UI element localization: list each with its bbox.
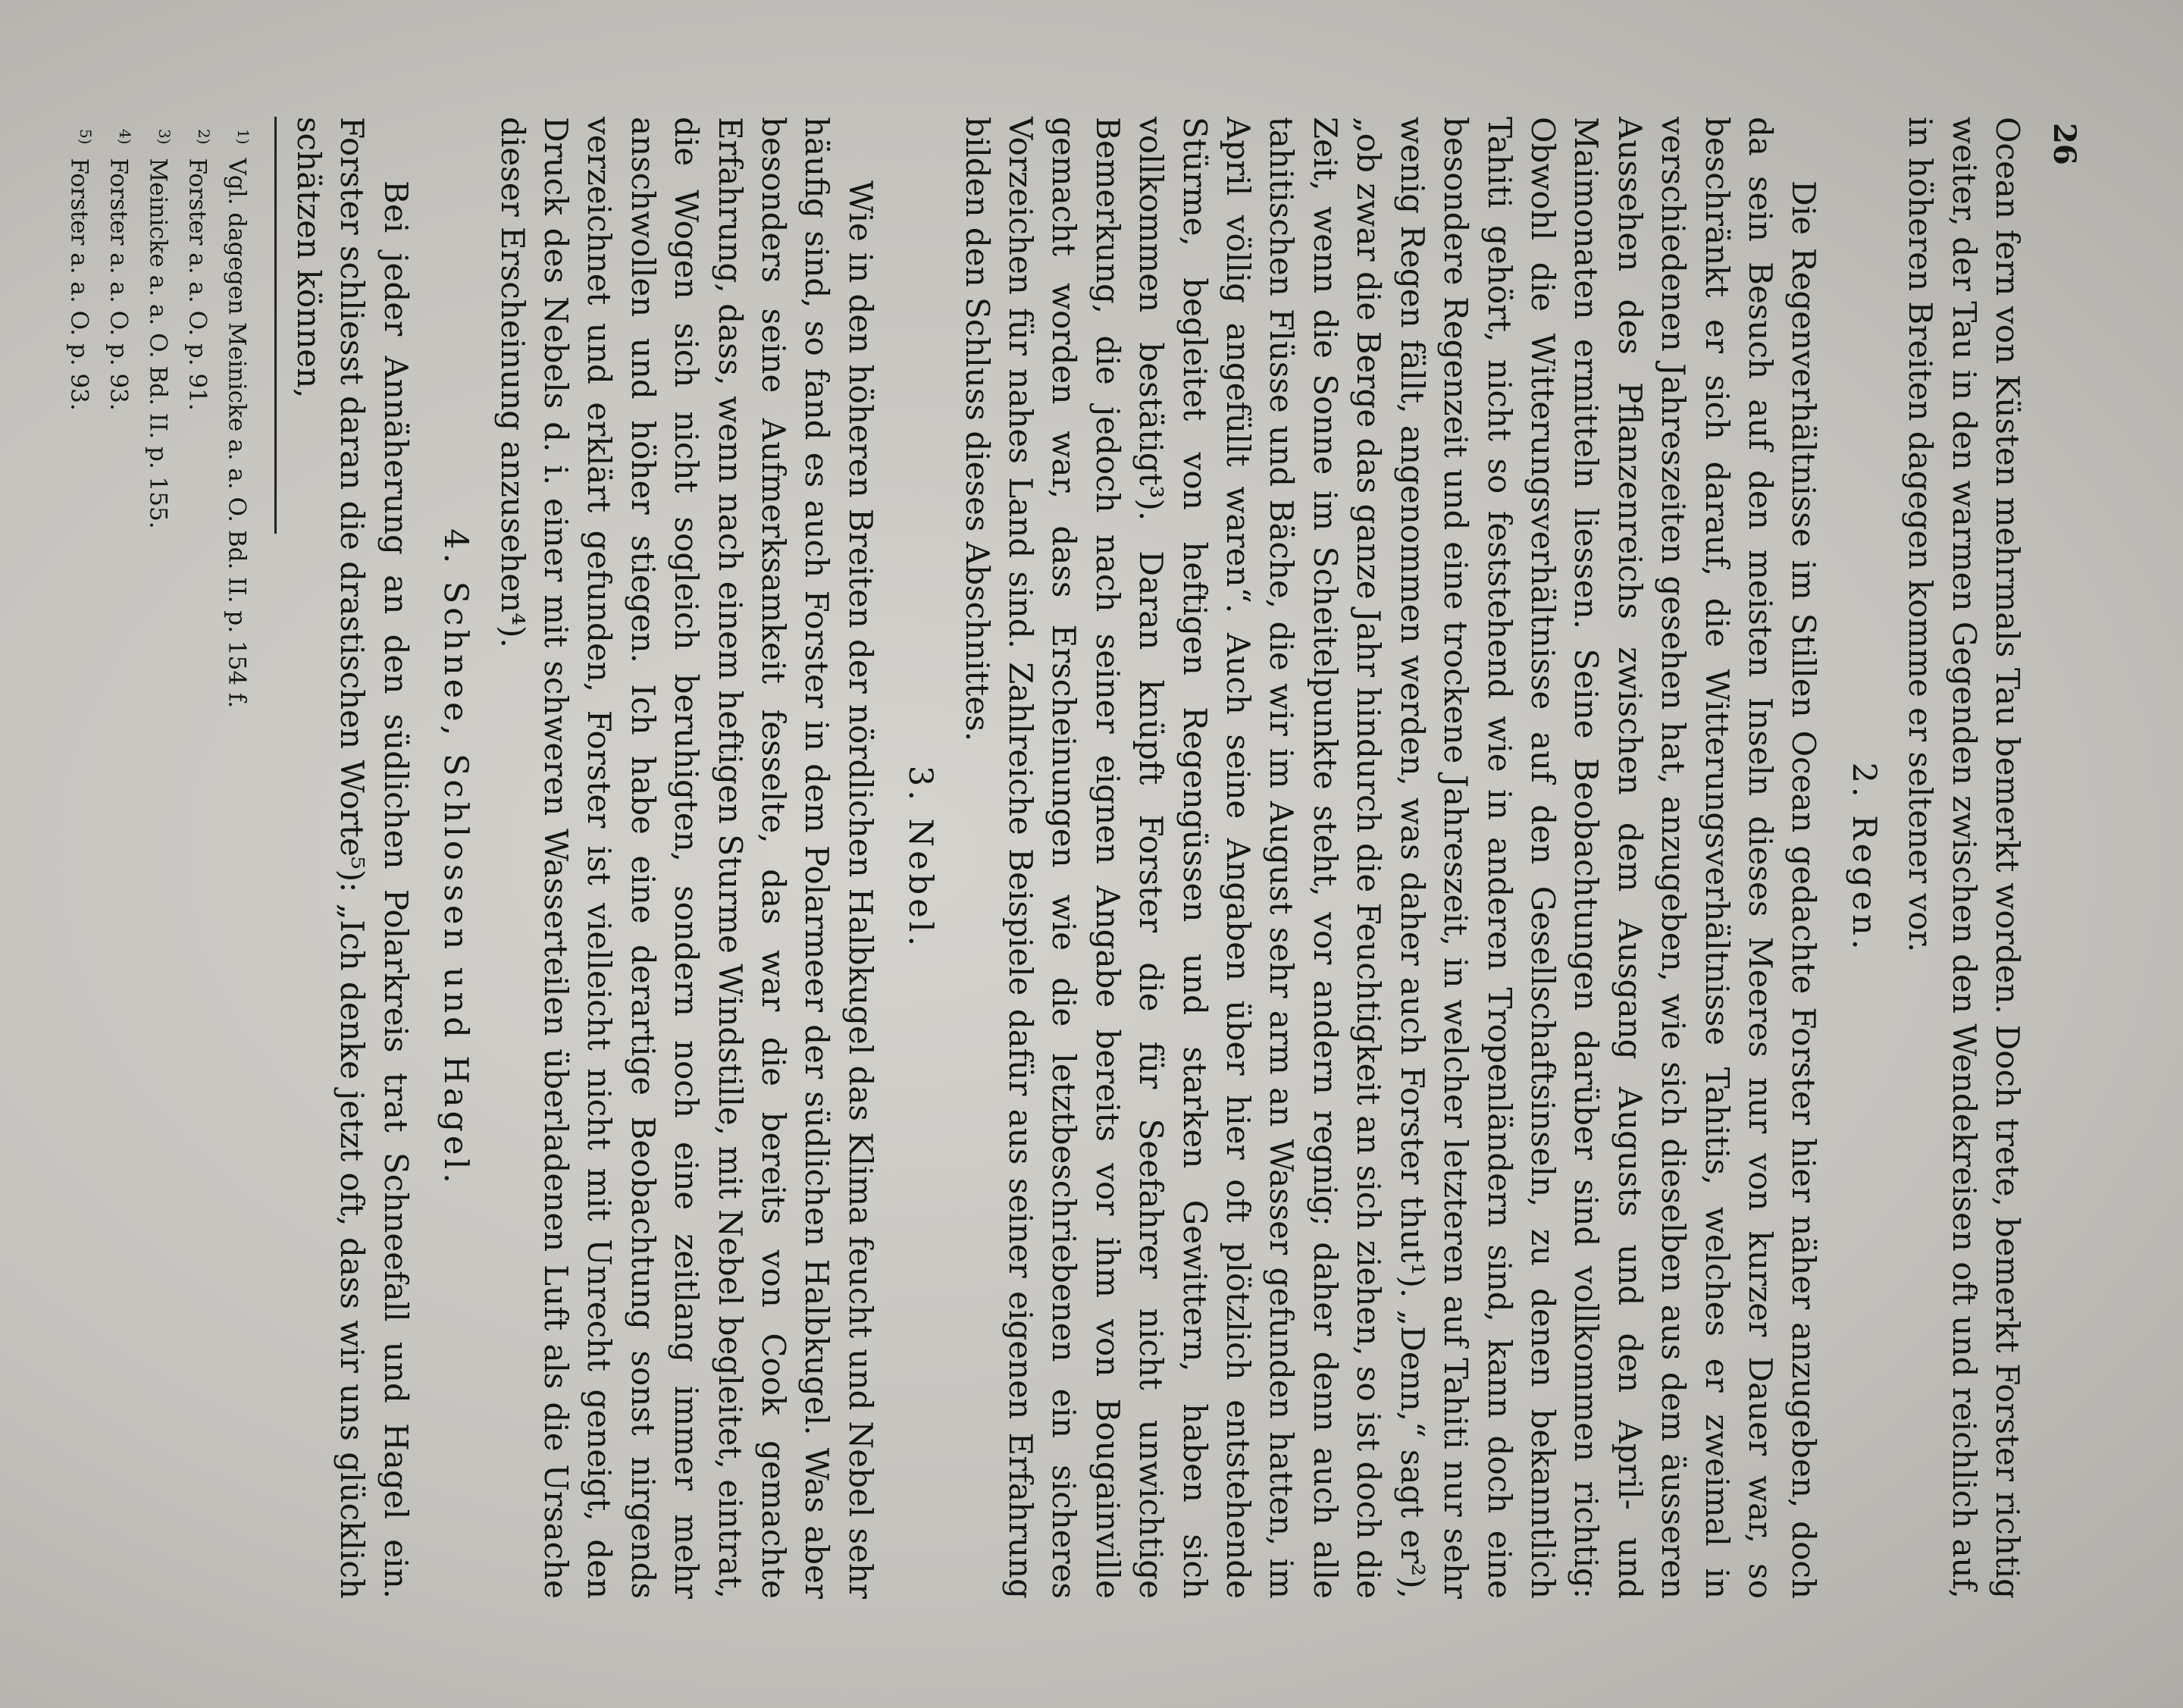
footnote (141, 117, 180, 1599)
section-paragraph-regen: Die Regenverhältnisse im Stillen Ocean gedachte Forster hier näher anzugeben, doch da sein Besuch auf den meisten Inseln dieses Meeres nur von kurzer Dauer war, so beschränkt er sich darauf, die Witterungsverhältnisse Tahitis, welches er zweimal in verschiedenen Jahreszeiten gesehen hat, anzugeben, wie sich dieselben aus dem äusseren Aussehen des Pflanzenreichs zwischen dem Ausgang Augusts und den April- und Maimonaten ermitteln liessen. Seine Beobachtungen darüber sind vollkommen richtig: Obwohl die Witterungsverhältnisse auf den Gesellschaftsinseln, zu denen bekanntlich Tahiti gehört, nicht so feststehend wie in anderen Tropenländern sind, kann doch eine besondere Regenzeit und eine trockene Jahreszeit, in welcher letzteren auf Tahiti nur sehr wenig Regen fällt, angenommen werden, was daher auch Forster thut¹). „Denn,“ sagt er²), „ob zwar die Berge das ganze Jahr hindurch die Feuchtigkeit an sich ziehen, so ist doch die Zeit, wenn die Sonne im Scheitelpunkte steht, vor andern regnig; daher denn auch alle tahitischen Flüsse und Bäche, die wir im August sehr arm an Wasser gefunden hatten, im April völlig angefüllt waren“. Auch seine Angaben über hier oft plötzlich entstehende Stürme, begleitet von heftigen Regengüssen und starken Gewittern, haben sich vollkommen bestätigt³). Daran knüpft Forster die für Seefahrer nicht unwichtige Bemerkung, die jedoch nach seiner eignen Angabe bereits vor ihm von Bougainville gemacht worden war, dass Erscheinungen wie die letztbeschriebenen ein sicheres Vorzeichen für nahes Land sind. Zahlreiche Beispiele dafür aus seiner eigenen Erfahrung bilden den Schluss dieses Abschnittes. (958, 117, 1823, 1599)
footnote (62, 117, 102, 1599)
footnote (180, 117, 220, 1599)
footnote-divider (274, 117, 277, 534)
footnote-text: Vgl. dagegen Meinicke a. a. O. Bd. II. p. 154 f. (223, 158, 251, 709)
footnote (220, 117, 259, 1599)
footnote (102, 117, 141, 1599)
footnote-mark: 2) (194, 129, 213, 145)
footnotes (62, 117, 258, 1599)
section-heading-regen: 2. Regen. (1844, 762, 1883, 954)
footnote-text: Forster a. a. O. p. 93. (105, 158, 133, 411)
section-heading-nebel: 3. Nebel. (901, 765, 940, 951)
intro-paragraph: Ocean fern von Küsten mehrmals Tau bemerkt worden. Doch trete, bemerkt Forster richtig weiter, der Tau in den warmen Gegenden zwischen den Wendekreisen oft und reichlich auf, in höheren Breiten dagegen komme er seltener vor. (1902, 117, 2026, 1599)
footnote-mark: 4) (116, 129, 135, 145)
page-number: 26 (2047, 123, 2082, 165)
section-paragraph-schnee: Bei jeder Annäherung an den südlichen Polarkreis trat Schneefall und Hagel ein. Forster schliesst daran die drastischen Worte⁵): „Ich denke jetzt oft, dass wir uns glücklich schätzen können, (290, 117, 415, 1599)
section-heading-schnee: 4. Schnee, Schlossen und Hagel. (437, 528, 475, 1187)
footnote-mark: 3) (155, 129, 174, 145)
section-paragraph-nebel: Wie in den höheren Breiten der nördlichen Halbkugel das Klima feucht und Nebel sehr häufig sind, so fand es auch Forster in dem Polarmeer der südlichen Halbkugel. Was aber besonders seine Aufmerksamkeit fesselte, das war die bereits von Cook gemachte Erfahrung, dass, wenn nach einem heftigen Sturme Windstille, mit Nebel begleitet, eintrat, die Wogen sich nicht sogleich beruhigten, sondern noch eine zeitlang immer mehr anschwollen und höher stiegen. Ich habe eine derartige Beobachtung sonst nirgends verzeichnet und erklärt gefunden, Forster ist vielleicht nicht mit Unrecht geneigt, den Druck des Nebels d. i. einer mit schweren Wasserteilen überladenen Luft als die Ursache dieser Erscheinung anzusehen⁴). (493, 117, 879, 1599)
footnote-text: Forster a. a. O. p. 91. (183, 158, 211, 411)
book-page (57, 20, 2126, 1688)
footnote-mark: 1) (233, 129, 252, 145)
footnote-mark: 5) (77, 129, 96, 145)
footnote-text: Forster a. a. O. p. 93. (65, 158, 93, 411)
page-body (62, 117, 2029, 1599)
footnote-text: Meinicke a. a. O. Bd. II. p. 155. (144, 158, 172, 529)
